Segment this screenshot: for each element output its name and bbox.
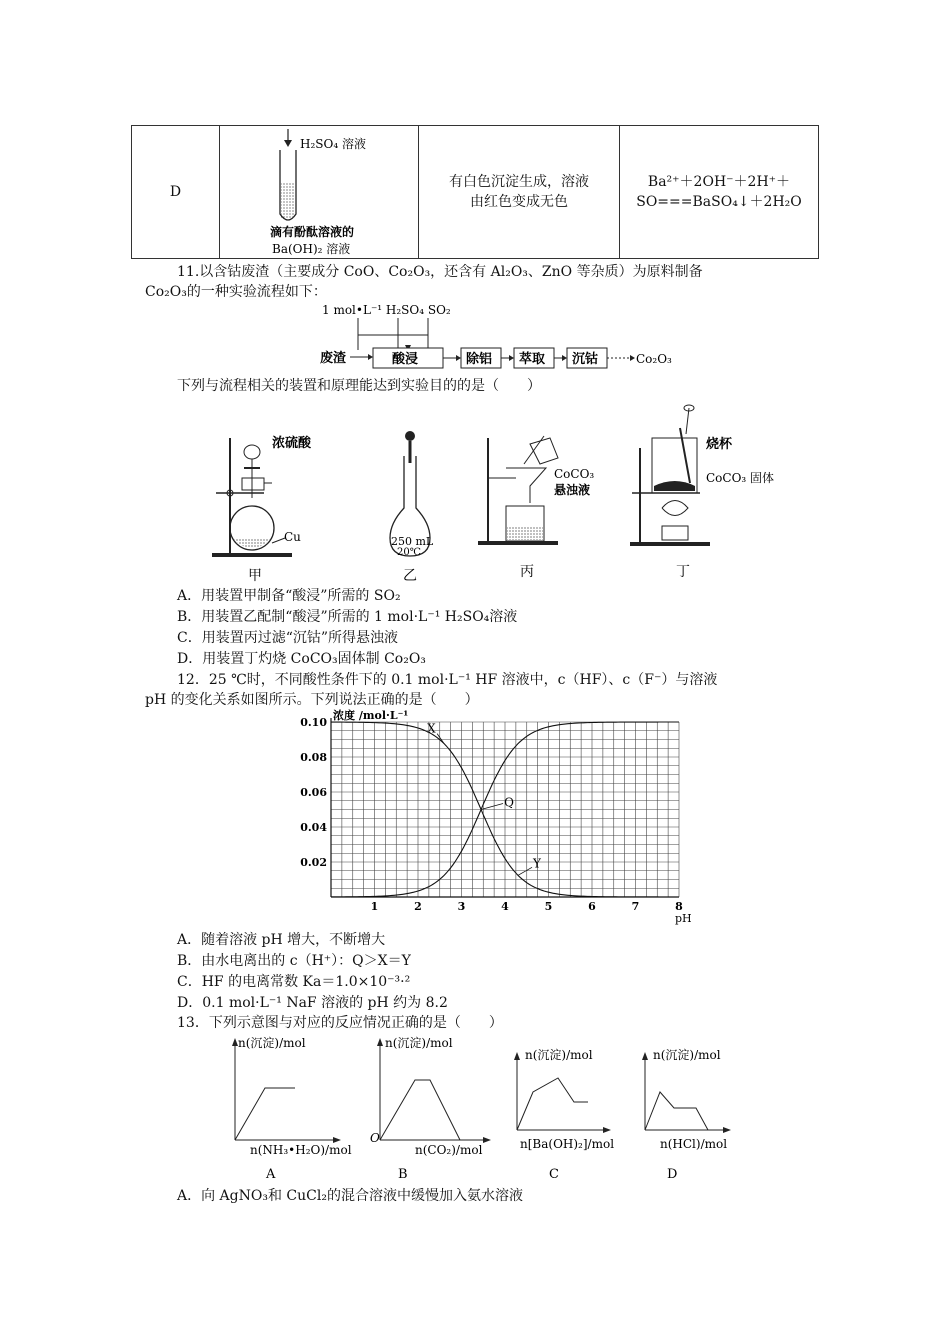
flow-step-1: 酸浸 xyxy=(392,352,419,367)
tube-caption-1: 滴有酚酞溶液的 xyxy=(270,225,355,239)
table-row xyxy=(132,126,819,259)
phenomenon-line-1: 有白色沉淀生成，溶液 xyxy=(449,174,589,190)
graph-d-letter: D xyxy=(667,1167,678,1182)
equation-cell xyxy=(620,126,819,259)
q-leader xyxy=(481,804,503,810)
q11-option-a: A．用装置甲制备“酸浸”所需的 SO₂ xyxy=(177,588,401,604)
q13-graphs xyxy=(220,1030,740,1185)
tube-reagent-label: H₂SO₄ 溶液 xyxy=(300,137,366,151)
option-table xyxy=(131,125,819,259)
x-axis-label: pH xyxy=(675,912,692,925)
ding-label-1: 烧杯 xyxy=(706,437,733,452)
y-axis-label: 浓度 /mol·L⁻¹ xyxy=(333,709,409,722)
point-q-label: Q xyxy=(504,795,514,810)
flow-reagents: 1 mol•L⁻¹ H₂SO₄ SO₂ xyxy=(322,303,451,317)
graph-d xyxy=(642,1047,731,1182)
flow-step-4: 沉钴 xyxy=(572,352,599,367)
x-tick-label: 8 xyxy=(675,900,683,913)
graph-b-xlabel: n(CO₂)/mol xyxy=(415,1143,483,1157)
y-leader xyxy=(518,867,532,875)
ding-name: 丁 xyxy=(676,564,690,580)
apparatus-ding xyxy=(630,405,774,580)
graph-c-ylabel: n(沉淀)/mol xyxy=(525,1048,593,1062)
q11-option-d: D．用装置丁灼烧 CoCO₃固体制 Co₂O₃ xyxy=(177,651,426,667)
graph-a-letter: A xyxy=(266,1167,276,1182)
q11-option-c: C．用装置丙过滤“沉钴”所得悬浊液 xyxy=(177,630,399,646)
graph-b-letter: B xyxy=(398,1167,408,1182)
x-tick-label: 3 xyxy=(457,900,466,913)
tube-caption-2: Ba(OH)₂ 溶液 xyxy=(272,242,351,256)
apparatus-yi xyxy=(390,431,434,584)
apparatus-jia xyxy=(212,435,312,584)
graph-a-ylabel: n(沉淀)/mol xyxy=(238,1036,306,1050)
jia-label: 浓硫酸 xyxy=(272,436,312,451)
jia-metal: Cu xyxy=(284,530,301,544)
row-letter: D xyxy=(132,126,220,259)
y-tick-label: 0.10 xyxy=(300,716,327,729)
ding-label-2: CoCO₃ 固体 xyxy=(706,471,775,485)
x-tick-label: 7 xyxy=(631,900,640,913)
q11-stem-1: 11.以含钴废渣（主要成分 CoO、Co₂O₃，还含有 Al₂O₃、ZnO 等杂质）为原料制备 xyxy=(177,264,703,280)
flow-end: Co₂O₃ xyxy=(636,352,672,366)
q11-question: 下列与流程相关的装置和原理能达到实验目的的是（ ） xyxy=(177,378,541,394)
q11-option-b: B．用装置乙配制“酸浸”所需的 1 mol·L⁻¹ H₂SO₄溶液 xyxy=(177,609,518,625)
flow-step-2: 除铝 xyxy=(466,352,493,367)
test-tube-diagram xyxy=(220,126,418,258)
graph-c xyxy=(514,1047,614,1182)
bing-label-1: CoCO₃ xyxy=(554,467,595,481)
yi-name: 乙 xyxy=(403,568,417,584)
graph-b-ylabel: n(沉淀)/mol xyxy=(385,1036,453,1050)
phenomenon-cell xyxy=(419,126,620,259)
x-tick-label: 4 xyxy=(501,900,509,913)
graph-b-origin: O xyxy=(370,1131,380,1145)
graph-b xyxy=(370,1035,491,1182)
jia-name: 甲 xyxy=(248,568,262,584)
point-y-label: Y xyxy=(533,856,541,871)
q12-option-c: C．HF 的电离常数 Ka＝1.0×10⁻³·² xyxy=(177,974,411,990)
x-tick-label: 1 xyxy=(370,900,379,913)
x-tick-label: 5 xyxy=(544,900,553,913)
bing-name: 丙 xyxy=(520,564,534,580)
y-tick-label: 0.06 xyxy=(300,786,327,799)
apparatus-figure xyxy=(200,398,775,584)
q13-stem: 13．下列示意图与对应的反应情况正确的是（ ） xyxy=(177,1015,503,1031)
apparatus-bing xyxy=(478,436,594,580)
yi-temp: 20℃ xyxy=(397,547,421,558)
flow-chart xyxy=(318,300,678,372)
graph-d-ylabel: n(沉淀)/mol xyxy=(653,1048,721,1062)
bing-label-2: 悬浊液 xyxy=(554,483,591,497)
y-tick-label: 0.08 xyxy=(300,751,327,764)
phenomenon-line-2: 由红色变成无色 xyxy=(470,194,568,210)
q12-option-a: A．随着溶液 pH 增大，不断增大 xyxy=(177,932,386,948)
point-x-label: X xyxy=(427,721,436,736)
graph-c-letter: C xyxy=(549,1167,559,1182)
hf-chart xyxy=(295,706,695,926)
equation-line-1: Ba²⁺＋2OH⁻＋2H⁺＋ xyxy=(647,174,791,190)
graph-c-xlabel: n[Ba(OH)₂]/mol xyxy=(520,1137,615,1151)
graph-a-xlabel: n(NH₃•H₂O)/mol xyxy=(250,1143,352,1157)
q12-option-d: D．0.1 mol·L⁻¹ NaF 溶液的 pH 约为 8.2 xyxy=(177,995,448,1011)
flow-step-3: 萃取 xyxy=(519,352,546,367)
x-tick-label: 6 xyxy=(588,900,596,913)
graph-a xyxy=(232,1035,352,1182)
q13-option-a: A．向 AgNO₃和 CuCl₂的混合溶液中缓慢加入氨水溶液 xyxy=(177,1188,523,1204)
flow-start: 废渣 xyxy=(320,351,347,366)
yi-volume: 250 mL xyxy=(391,535,434,548)
equation-line-2: SO===BaSO₄↓＋2H₂O xyxy=(636,194,802,210)
q12-option-b: B．由水电离出的 c（H⁺）：Q＞X＝Y xyxy=(177,953,411,969)
apparatus-cell xyxy=(220,126,419,259)
graph-d-xlabel: n(HCl)/mol xyxy=(660,1137,728,1151)
q11-stem-2: Co₂O₃的一种实验流程如下： xyxy=(145,284,327,300)
y-tick-label: 0.02 xyxy=(300,856,327,869)
x-tick-label: 2 xyxy=(414,900,422,913)
y-tick-label: 0.04 xyxy=(300,821,327,834)
q12-stem-1: 12．25 ℃时，不同酸性条件下的 0.1 mol·L⁻¹ HF 溶液中，c（HF）、c（F⁻）与溶液 xyxy=(177,672,718,688)
q12-stem-2: pH 的变化关系如图所示。下列说法正确的是（ ） xyxy=(145,692,479,708)
